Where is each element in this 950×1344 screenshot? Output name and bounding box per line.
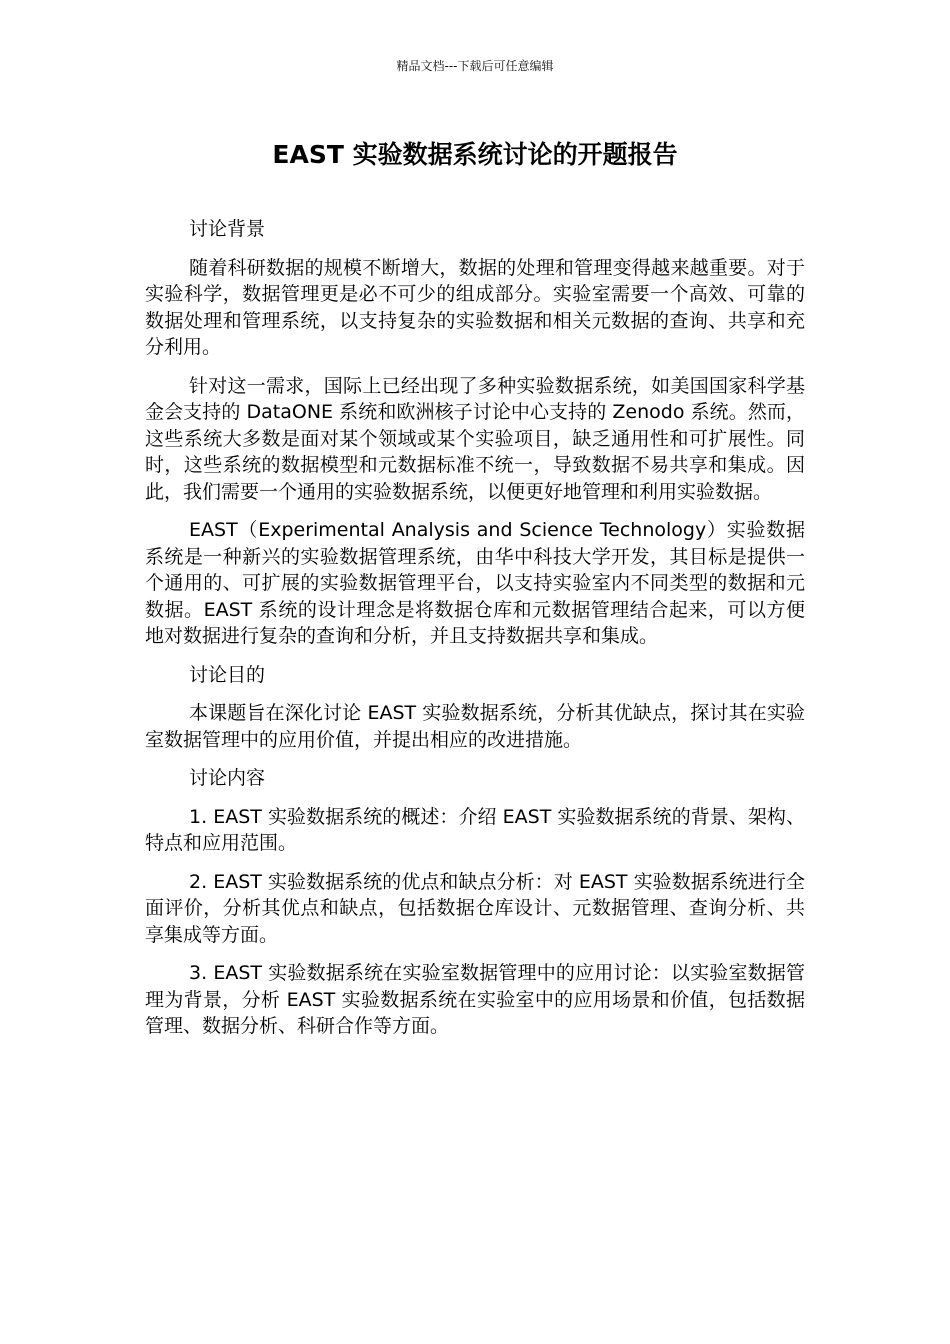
background-paragraph-1: 随着科研数据的规模不断增大，数据的处理和管理变得越来越重要。对于实验科学，数据管理更是必不可少的组成部分。实验室需要一个高效、可靠的数据处理和管理系统，以支持复杂的实验数据和相关元数据的查询、共享和充分利用。	[145, 256, 805, 358]
background-paragraph-2: 针对这一需求，国际上已经出现了多种实验数据系统，如美国国家科学基金会支持的 DataONE 系统和欧洲核子讨论中心支持的 Zenodo 系统。然而，这些系统大多数是面对某个领域或某个实验项目，缺乏通用性和可扩展性。同时，这些系统的数据模型和元数据标准不统一，导致数据不易共享和集成。因此，我们需要一个通用的实验数据系统，以便更好地管理和利用实验数据。	[145, 374, 805, 503]
background-paragraph-3: EAST（Experimental Analysis and Science Technology）实验数据系统是一种新兴的实验数据管理系统，由华中科技大学开发，其目标是提供一个通用的、可扩展的实验数据管理平台，以支持实验室内不同类型的数据和元数据。EAST 系统的设计理念是将数据仓库和元数据管理结合起来，可以方便地对数据进行复杂的查询和分析，并且支持数据共享和集成。	[145, 519, 805, 647]
section-heading-purpose: 讨论目的	[189, 663, 266, 686]
document-title: EAST 实验数据系统讨论的开题报告	[272, 140, 678, 169]
content-item-1: 1. EAST 实验数据系统的概述：介绍 EAST 实验数据系统的背景、架构、特点和应用范围。	[145, 805, 805, 854]
content-item-3: 3. EAST 实验数据系统在实验室数据管理中的应用讨论：以实验室数据管理为背景，分析 EAST 实验数据系统在实验室中的应用场景和价值，包括数据管理、数据分析、科研合作等方面。	[145, 962, 805, 1037]
document-body	[145, 216, 805, 1052]
purpose-paragraph: 本课题旨在深化讨论 EAST 实验数据系统，分析其优缺点，探讨其在实验室数据管理中的应用价值，并提出相应的改进措施。	[145, 702, 805, 751]
section-heading-background: 讨论背景	[189, 218, 266, 240]
content-item-2: 2. EAST 实验数据系统的优点和缺点分析：对 EAST 实验数据系统进行全面评价，分析其优点和缺点，包括数据仓库设计、元数据管理、查询分析、共享集成等方面。	[145, 870, 805, 946]
header-note: 精品文档---下载后可任意编辑	[396, 59, 554, 73]
section-heading-content: 讨论内容	[189, 767, 266, 789]
